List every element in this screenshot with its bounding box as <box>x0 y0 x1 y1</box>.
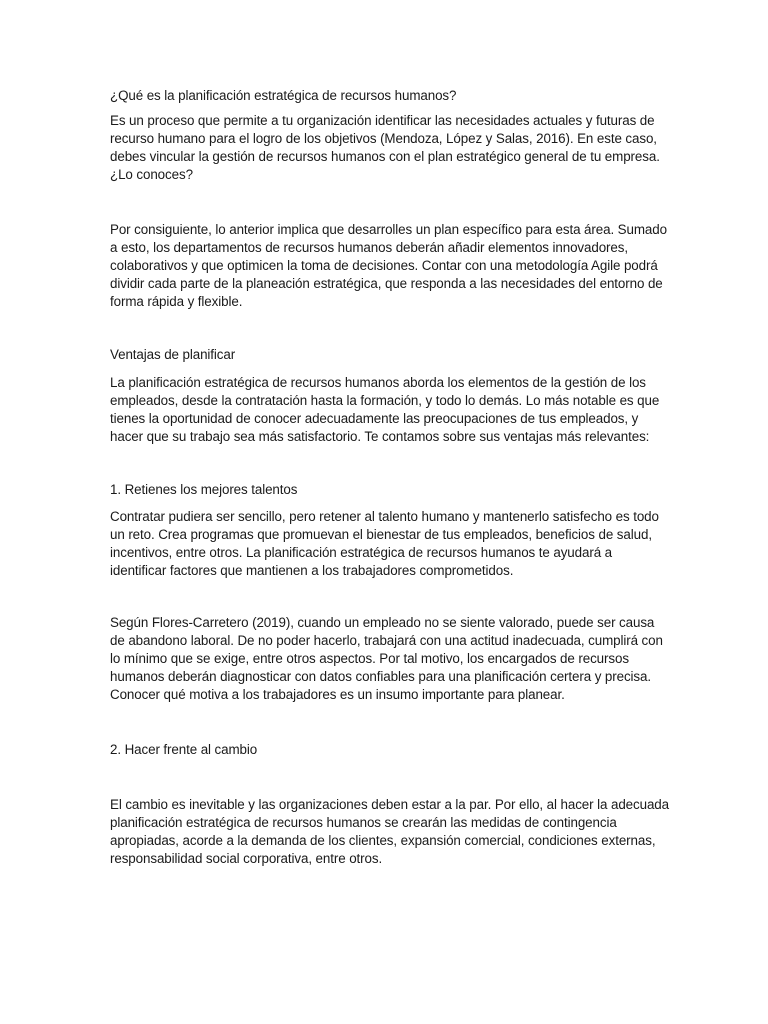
heading-item-2: 2. Hacer frente al cambio <box>110 742 258 757</box>
paragraph-talentos: Contratar pudiera ser sencillo, pero retener al talento humano y mantenerlo satisfecho es todo un reto. Crea programas que promuevan el bienestar de tus empleados, beneficios de salud, incentivos, entre otros. La planificación estratégica de recursos humanos te ayudará a identificar factores que mantienen a los trabajadores comprometidos. <box>110 509 659 578</box>
heading-item-1: 1. Retienes los mejores talentos <box>110 482 298 497</box>
paragraph-cambio: El cambio es inevitable y las organizaciones deben estar a la par. Por ello, al hacer la adecuada planificación estratégica de recursos humanos se crearán las medidas de contingencia apropiadas, acorde a la demanda de los clientes, expansión comercial, condiciones externas, responsabilidad social corporativa, entre otros. <box>110 797 670 866</box>
paragraph-ventajas-intro: La planificación estratégica de recursos humanos aborda los elementos de la gestión de los empleados, desde la contratación hasta la formación, y todo lo demás. Lo más notable es que tienes la oportunidad de conocer adecuadamente las preocupaciones de tus empleados, y hacer que su trabajo sea más satisfactorio. Te contamos sobre sus ventajas más relevantes: <box>110 375 660 444</box>
paragraph-intro: Es un proceso que permite a tu organización identificar las necesidades actuales y futuras de recurso humano para el logro de los objetivos (Mendoza, López y Salas, 2016). En este caso, debes vincular la gestión de recursos humanos con el plan estratégico general de tu empresa. ¿Lo conoces? <box>110 113 660 182</box>
paragraph-consiguiente: Por consiguiente, lo anterior implica que desarrolles un plan específico para esta área. Sumado a esto, los departamentos de recursos humanos deberán añadir elementos innovadores, colaborativos y que optimicen la toma de decisiones. Contar con una metodología Agile podrá dividir cada parte de la planeación estratégica, que responda a las necesidades del entorno de forma rápida y flexible. <box>110 222 667 309</box>
page-title: ¿Qué es la planificación estratégica de recursos humanos? <box>110 88 457 103</box>
heading-ventajas: Ventajas de planificar <box>110 347 236 362</box>
paragraph-flores: Según Flores-Carretero (2019), cuando un empleado no se siente valorado, puede ser causa de abandono laboral. De no poder hacerlo, trabajará con una actitud inadecuada, cumplirá con lo mínimo que se exige, entre otros aspectos. Por tal motivo, los encargados de recursos humanos deberán diagnosticar con datos confiables para una planificación certera y precisa. Conocer qué motiva a los trabajadores es un insumo importante para planear. <box>110 615 663 702</box>
